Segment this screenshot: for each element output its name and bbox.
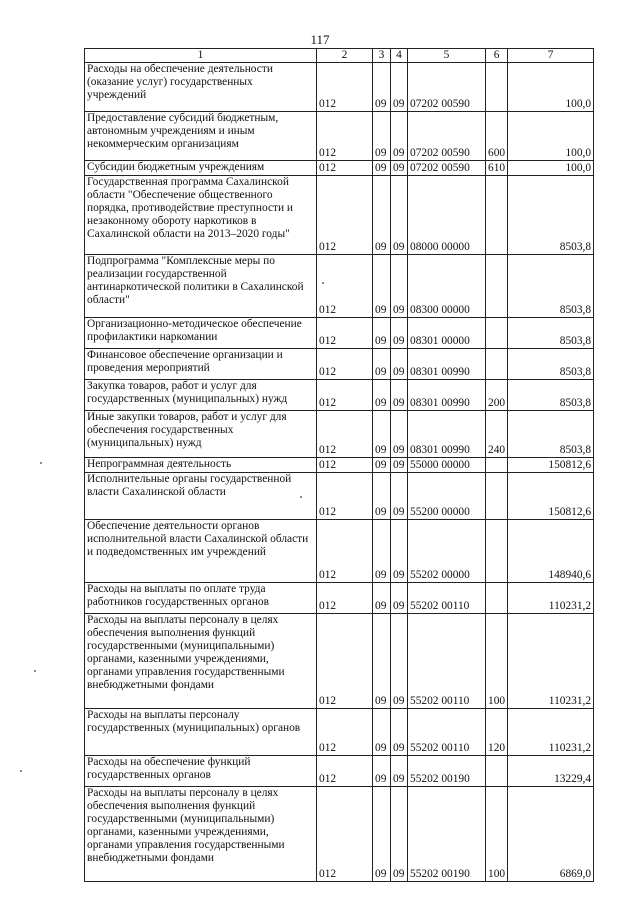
ministry-code-cell: 012 xyxy=(317,583,373,614)
subsection-code-cell: 09 xyxy=(391,520,408,583)
ministry-code-cell: 012 xyxy=(317,176,373,255)
ministry-code-cell: 012 xyxy=(317,787,373,882)
table-row xyxy=(85,380,594,411)
table-row xyxy=(85,583,594,614)
row-name-cell: Расходы на выплаты персоналу в целях обеспечения выполнения функций государственными (муниципальными) органами, казенными учреждениями, органами управления государственными внебюджетными фондами xyxy=(85,787,317,882)
section-code-cell: 09 xyxy=(373,318,391,349)
section-code-cell: 09 xyxy=(373,709,391,756)
column-header: 4 xyxy=(391,49,408,63)
target-article-cell: 55200 00000 xyxy=(408,473,486,520)
amount-cell: 8503,8 xyxy=(508,318,594,349)
subsection-code-cell: 09 xyxy=(391,614,408,709)
amount-cell: 13229,4 xyxy=(508,756,594,787)
row-name-cell: Обеспечение деятельности органов исполнительной власти Сахалинской области и подведомственных им учреждений xyxy=(85,520,317,583)
scan-speck xyxy=(34,670,36,672)
row-name-cell: Расходы на обеспечение деятельности (оказание услуг) государственных учреждений xyxy=(85,63,317,112)
subsection-code-cell: 09 xyxy=(391,63,408,112)
row-name-cell: Непрограммная деятельность xyxy=(85,458,317,473)
section-code-cell: 09 xyxy=(373,411,391,458)
ministry-code-cell: 012 xyxy=(317,349,373,380)
ministry-code-cell: 012 xyxy=(317,458,373,473)
amount-cell: 8503,8 xyxy=(508,349,594,380)
ministry-code-cell: 012 xyxy=(317,255,373,318)
row-name-cell: Организационно-методическое обеспечение профилактики наркомании xyxy=(85,318,317,349)
ministry-code-cell: 012 xyxy=(317,709,373,756)
target-article-cell: 55202 00190 xyxy=(408,787,486,882)
table-header-row xyxy=(85,49,594,63)
row-name-cell: Исполнительные органы государственной власти Сахалинской области xyxy=(85,473,317,520)
section-code-cell: 09 xyxy=(373,349,391,380)
expense-kind-cell xyxy=(486,473,508,520)
amount-cell: 100,0 xyxy=(508,112,594,161)
table-row xyxy=(85,709,594,756)
row-name-cell: Закупка товаров, работ и услуг для государственных (муниципальных) нужд xyxy=(85,380,317,411)
row-name-cell: Субсидии бюджетным учреждениям xyxy=(85,161,317,176)
section-code-cell: 09 xyxy=(373,614,391,709)
subsection-code-cell: 09 xyxy=(391,709,408,756)
ministry-code-cell: 012 xyxy=(317,161,373,176)
ministry-code-cell: 012 xyxy=(317,63,373,112)
subsection-code-cell: 09 xyxy=(391,380,408,411)
table-row xyxy=(85,756,594,787)
table-row xyxy=(85,520,594,583)
ministry-code-cell: 012 xyxy=(317,380,373,411)
target-article-cell: 07202 00590 xyxy=(408,63,486,112)
expense-kind-cell: 100 xyxy=(486,614,508,709)
amount-cell: 150812,6 xyxy=(508,458,594,473)
table-row xyxy=(85,473,594,520)
column-header: 5 xyxy=(408,49,486,63)
expense-kind-cell xyxy=(486,318,508,349)
table-row xyxy=(85,787,594,882)
target-article-cell: 08000 00000 xyxy=(408,176,486,255)
section-code-cell: 09 xyxy=(373,161,391,176)
expense-kind-cell: 240 xyxy=(486,411,508,458)
amount-cell: 110231,2 xyxy=(508,614,594,709)
row-name-cell: Иные закупки товаров, работ и услуг для обеспечения государственных (муниципальных) нужд xyxy=(85,411,317,458)
table-row xyxy=(85,411,594,458)
target-article-cell: 08300 00000 xyxy=(408,255,486,318)
ministry-code-cell: 012 xyxy=(317,112,373,161)
subsection-code-cell: 09 xyxy=(391,411,408,458)
expense-kind-cell xyxy=(486,255,508,318)
ministry-code-cell: 012 xyxy=(317,756,373,787)
target-article-cell: 55202 00110 xyxy=(408,709,486,756)
table-row xyxy=(85,63,594,112)
row-name-cell: Предоставление субсидий бюджетным, автономным учреждениям и иным некоммерческим организациям xyxy=(85,112,317,161)
subsection-code-cell: 09 xyxy=(391,473,408,520)
target-article-cell: 55202 00000 xyxy=(408,520,486,583)
table-row xyxy=(85,255,594,318)
subsection-code-cell: 09 xyxy=(391,255,408,318)
target-article-cell: 08301 00000 xyxy=(408,318,486,349)
expense-kind-cell: 100 xyxy=(486,787,508,882)
amount-cell: 100,0 xyxy=(508,63,594,112)
target-article-cell: 55202 00190 xyxy=(408,756,486,787)
subsection-code-cell: 09 xyxy=(391,756,408,787)
scan-speck xyxy=(322,282,324,284)
section-code-cell: 09 xyxy=(373,756,391,787)
row-name-cell: Расходы на выплаты персоналу в целях обеспечения выполнения функций государственными (муниципальными) органами, казенными учреждениями, органами управления государственными внебюджетными фондами xyxy=(85,614,317,709)
target-article-cell: 08301 00990 xyxy=(408,380,486,411)
section-code-cell: 09 xyxy=(373,380,391,411)
column-header: 7 xyxy=(508,49,594,63)
expense-kind-cell: 600 xyxy=(486,112,508,161)
expense-kind-cell xyxy=(486,349,508,380)
expense-kind-cell: 120 xyxy=(486,709,508,756)
table-row xyxy=(85,318,594,349)
subsection-code-cell: 09 xyxy=(391,161,408,176)
expense-kind-cell: 610 xyxy=(486,161,508,176)
expense-kind-cell xyxy=(486,458,508,473)
expense-kind-cell xyxy=(486,176,508,255)
ministry-code-cell: 012 xyxy=(317,520,373,583)
expense-kind-cell xyxy=(486,583,508,614)
scan-speck xyxy=(300,496,302,498)
row-name-cell: Расходы на обеспечение функций государственных органов xyxy=(85,756,317,787)
table-row xyxy=(85,176,594,255)
section-code-cell: 09 xyxy=(373,255,391,318)
subsection-code-cell: 09 xyxy=(391,112,408,161)
section-code-cell: 09 xyxy=(373,787,391,882)
scan-speck xyxy=(40,462,42,464)
subsection-code-cell: 09 xyxy=(391,349,408,380)
table-row xyxy=(85,112,594,161)
column-header: 3 xyxy=(373,49,391,63)
target-article-cell: 07202 00590 xyxy=(408,161,486,176)
amount-cell: 8503,8 xyxy=(508,255,594,318)
target-article-cell: 08301 00990 xyxy=(408,349,486,380)
amount-cell: 100,0 xyxy=(508,161,594,176)
target-article-cell: 55202 00110 xyxy=(408,583,486,614)
row-name-cell: Государственная программа Сахалинской области "Обеспечение общественного порядка, противодействие преступности и незаконному обороту наркотиков в Сахалинской области на 2013–2020 годы" xyxy=(85,176,317,255)
subsection-code-cell: 09 xyxy=(391,583,408,614)
column-header: 2 xyxy=(317,49,373,63)
section-code-cell: 09 xyxy=(373,473,391,520)
subsection-code-cell: 09 xyxy=(391,458,408,473)
section-code-cell: 09 xyxy=(373,112,391,161)
subsection-code-cell: 09 xyxy=(391,787,408,882)
row-name-cell: Расходы на выплаты по оплате труда работников государственных органов xyxy=(85,583,317,614)
table-row xyxy=(85,458,594,473)
page-number: 117 xyxy=(310,32,330,47)
ministry-code-cell: 012 xyxy=(317,318,373,349)
row-name-cell: Подпрограмма "Комплексные меры по реализации государственной антинаркотической политики в Сахалинской области" xyxy=(85,255,317,318)
column-header: 1 xyxy=(85,49,317,63)
amount-cell: 8503,8 xyxy=(508,176,594,255)
expense-kind-cell xyxy=(486,63,508,112)
target-article-cell: 55000 00000 xyxy=(408,458,486,473)
subsection-code-cell: 09 xyxy=(391,176,408,255)
amount-cell: 110231,2 xyxy=(508,583,594,614)
section-code-cell: 09 xyxy=(373,63,391,112)
target-article-cell: 55202 00110 xyxy=(408,614,486,709)
target-article-cell: 07202 00590 xyxy=(408,112,486,161)
table-row xyxy=(85,161,594,176)
budget-table xyxy=(84,48,594,882)
row-name-cell: Расходы на выплаты персоналу государственных (муниципальных) органов xyxy=(85,709,317,756)
target-article-cell: 08301 00990 xyxy=(408,411,486,458)
amount-cell: 8503,8 xyxy=(508,380,594,411)
ministry-code-cell: 012 xyxy=(317,473,373,520)
section-code-cell: 09 xyxy=(373,520,391,583)
amount-cell: 6869,0 xyxy=(508,787,594,882)
section-code-cell: 09 xyxy=(373,583,391,614)
expense-kind-cell: 200 xyxy=(486,380,508,411)
amount-cell: 150812,6 xyxy=(508,473,594,520)
expense-kind-cell xyxy=(486,520,508,583)
ministry-code-cell: 012 xyxy=(317,614,373,709)
scan-speck xyxy=(20,770,22,772)
column-header: 6 xyxy=(486,49,508,63)
section-code-cell: 09 xyxy=(373,176,391,255)
amount-cell: 110231,2 xyxy=(508,709,594,756)
subsection-code-cell: 09 xyxy=(391,318,408,349)
table-row xyxy=(85,614,594,709)
section-code-cell: 09 xyxy=(373,458,391,473)
ministry-code-cell: 012 xyxy=(317,411,373,458)
table-row xyxy=(85,349,594,380)
row-name-cell: Финансовое обеспечение организации и проведения мероприятий xyxy=(85,349,317,380)
amount-cell: 148940,6 xyxy=(508,520,594,583)
expense-kind-cell xyxy=(486,756,508,787)
amount-cell: 8503,8 xyxy=(508,411,594,458)
